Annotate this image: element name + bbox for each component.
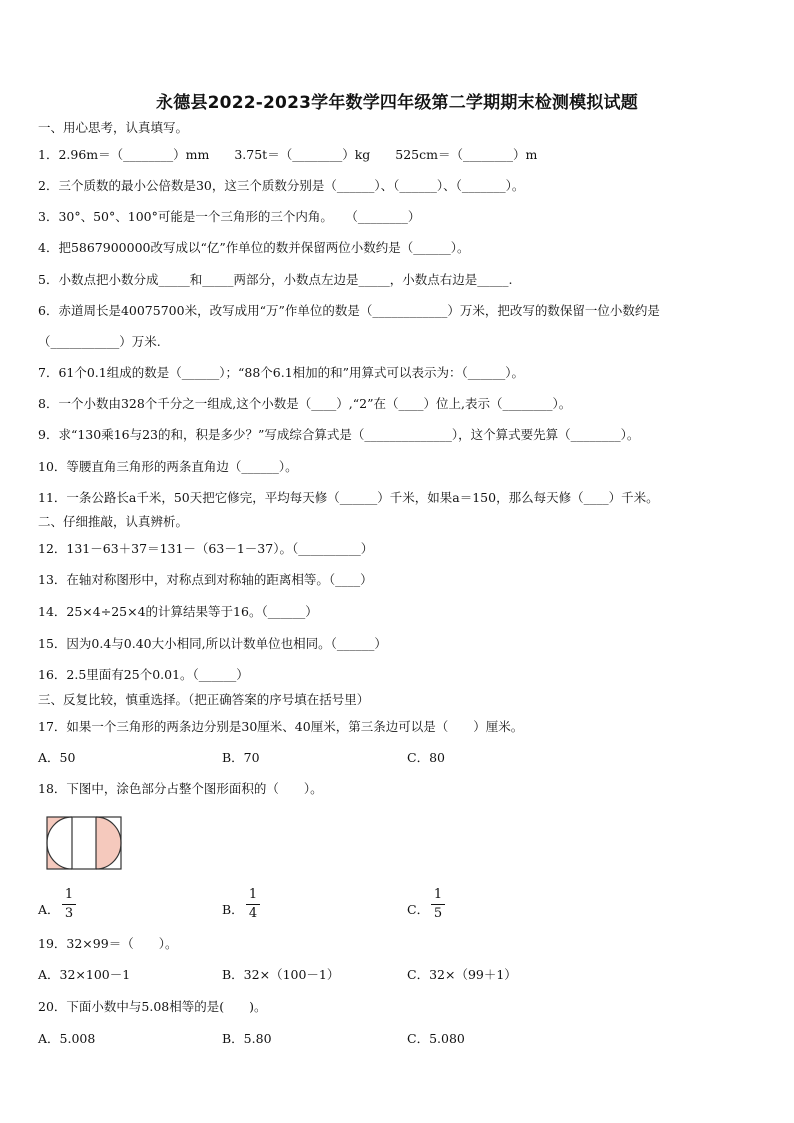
q17-option-c: C．80 (407, 750, 445, 765)
question-7: 7．61个0.1组成的数是（______）；“88个6.1相加的和”用算式可以表示为：（______）。 (38, 365, 525, 380)
q19-option-a: A．32×100－1 (38, 967, 131, 982)
question-20: 20．下面小数中与5.08相等的是( )。 (38, 999, 267, 1014)
fraction-denominator: 4 (248, 906, 258, 921)
question-19: 19．32×99＝（ ）。 (38, 936, 178, 951)
question-10: 10．等腰直角三角形的两条直角边（______）。 (38, 459, 298, 474)
q18-option-b-label: B． (222, 902, 244, 917)
question-12: 12．131－63＋37＝131－（63－1－37）。（__________） (38, 541, 374, 556)
fraction-bar (431, 904, 445, 905)
question-9: 9．求“130乘16与23的和，积是多少？”写成综合算式是（______________），这个算式要先算（________）。 (38, 427, 640, 442)
q20-option-b: B．5.80 (222, 1031, 272, 1046)
q18-option-a-fraction (62, 888, 76, 921)
fraction-denominator: 5 (433, 906, 443, 921)
fraction-numerator: 1 (433, 887, 443, 902)
question-6-continued: （___________）万米. (38, 334, 161, 349)
q18-option-b-fraction (246, 888, 260, 921)
question-6: 6．赤道周长是40075700米，改写成用“万”作单位的数是（____________）万米，把改写的数保留一位小数约是 (38, 303, 660, 318)
q20-option-c: C．5.080 (407, 1031, 465, 1046)
question-16: 16．2.5里面有25个0.01。（______） (38, 667, 249, 682)
fraction-numerator: 1 (248, 887, 258, 902)
question-8: 8．一个小数由328个千分之一组成,这个小数是（____）,“2”在（____）位上,表示（________）。 (38, 396, 572, 411)
question-11: 11．一条公路长a千米，50天把它修完，平均每天修（______）千米，如果a＝150，那么每天修（____）千米。 (38, 490, 659, 505)
fraction-bar (62, 904, 76, 905)
page-title: 永德县2022-2023学年数学四年级第二学期期末检测模拟试题 (156, 93, 638, 113)
q17-option-b: B．70 (222, 750, 260, 765)
q19-option-b: B．32×（100－1） (222, 967, 340, 982)
shaded-rectangle-figure (46, 816, 122, 870)
section-heading-2: 二、仔细推敲，认真辨析。 (38, 514, 189, 529)
q18-option-c-fraction (431, 888, 445, 921)
fraction-bar (246, 904, 260, 905)
q19-option-c: C．32×（99＋1） (407, 967, 517, 982)
question-17: 17．如果一个三角形的两条边分别是30厘米、40厘米，第三条边可以是（ ）厘米。 (38, 719, 524, 734)
section-heading-1: 一、用心思考，认真填写。 (38, 120, 189, 135)
question-14: 14．25×4÷25×4的计算结果等于16。（______） (38, 604, 318, 619)
fraction-denominator: 3 (64, 906, 74, 921)
question-18: 18．下图中，涂色部分占整个图形面积的（ ）。 (38, 781, 323, 796)
q17-option-a: A．50 (38, 750, 76, 765)
question-13: 13．在轴对称图形中，对称点到对称轴的距离相等。（____） (38, 572, 373, 587)
question-1: 1．2.96m＝（________）mm 3.75t＝（________）kg 525cm＝（________）m (38, 147, 538, 162)
question-4: 4．把5867900000改写成以“亿”作单位的数并保留两位小数约是（______）。 (38, 240, 470, 255)
q18-option-a-label: A． (38, 902, 60, 917)
fraction-numerator: 1 (64, 887, 74, 902)
question-15: 15．因为0.4与0.40大小相同,所以计数单位也相同。（______） (38, 636, 387, 651)
q18-option-c-label: C． (407, 902, 430, 917)
question-2: 2．三个质数的最小公倍数是30，这三个质数分别是（______）、（______）、（_______）。 (38, 178, 525, 193)
q20-option-a: A．5.008 (38, 1031, 96, 1046)
question-5: 5．小数点把小数分成_____和_____两部分，小数点左边是_____，小数点右边是_____. (38, 272, 513, 287)
section-heading-3: 三、反复比较，慎重选择。（把正确答案的序号填在括号里） (38, 692, 370, 707)
question-3: 3．30°、50°、100°可能是一个三角形的三个内角。 （________） (38, 209, 421, 224)
